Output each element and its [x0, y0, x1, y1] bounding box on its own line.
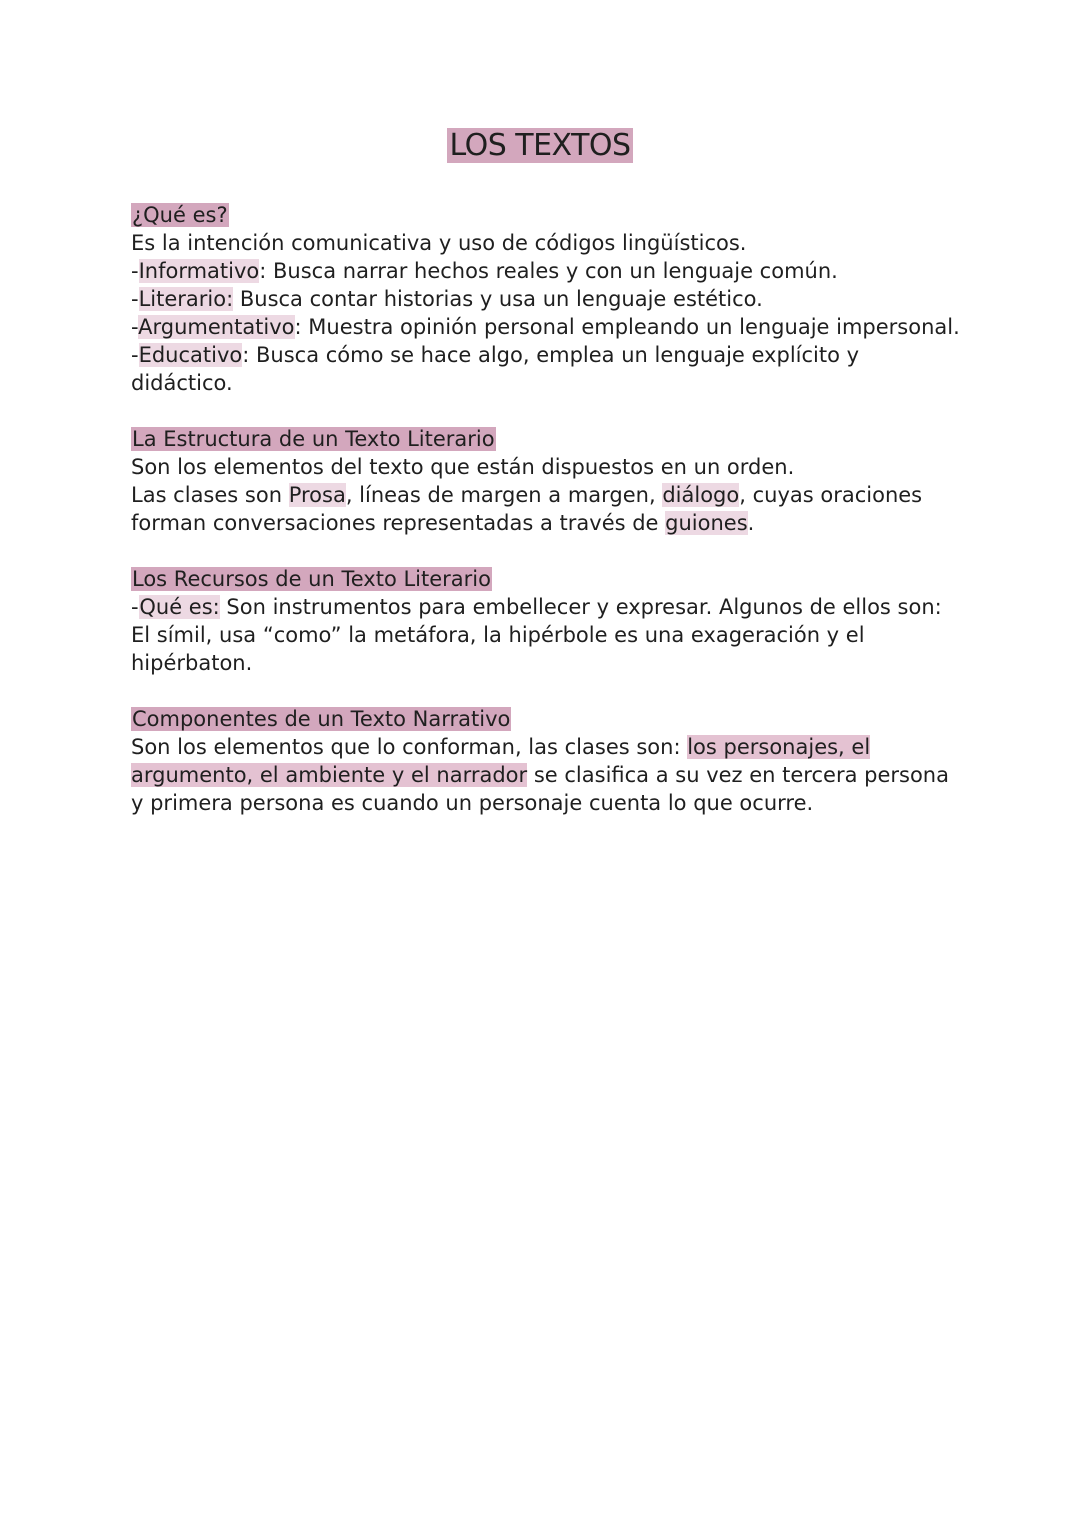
paragraph: Es la intención comunicativa y uso de códigos lingüísticos. — [131, 231, 747, 255]
highlighted-term: los personajes, el argumento, el ambiente y el narrador — [131, 735, 871, 787]
paragraph: Son los elementos del texto que están dispuestos en un orden. — [131, 455, 795, 479]
highlighted-term: guiones — [665, 511, 748, 535]
section-heading: Los Recursos de un Texto Literario — [132, 567, 491, 591]
list-item: -Argumentativo: Muestra opinión personal empleando un lenguaje impersonal. — [131, 315, 960, 339]
highlighted-term: diálogo — [662, 483, 740, 507]
highlighted-term: Qué es: — [139, 595, 220, 619]
section-heading: La Estructura de un Texto Literario — [132, 427, 495, 451]
list-item: -Informativo: Busca narrar hechos reales y con un lenguaje común. — [131, 259, 838, 283]
list-item: -Educativo: Busca cómo se hace algo, emplea un lenguaje explícito y didáctico. — [131, 343, 860, 395]
page-title-text: LOS TEXTOS — [449, 128, 631, 163]
paragraph: -Qué es: Son instrumentos para embellecer y expresar. Algunos de ellos son: El símil, usa “como” la metáfora, la hipérbole es una exageración y el hipérbaton. — [131, 595, 942, 675]
document-body — [131, 201, 961, 817]
section-heading: ¿Qué es? — [132, 203, 228, 227]
page-title — [0, 124, 1080, 168]
highlighted-term: Argumentativo — [138, 315, 295, 339]
section-que-es — [131, 201, 961, 397]
highlighted-term: Literario: — [138, 287, 234, 311]
highlighted-term: Informativo — [138, 259, 260, 283]
section-recursos — [131, 565, 961, 677]
section-heading: Componentes de un Texto Narrativo — [132, 707, 511, 731]
list-item: -Literario: Busca contar historias y usa un lenguaje estético. — [131, 287, 763, 311]
highlighted-term: Educativo — [138, 343, 243, 367]
highlighted-term: Prosa — [288, 483, 346, 507]
section-componentes — [131, 705, 961, 817]
paragraph: Son los elementos que lo conforman, las clases son: los personajes, el argumento, el ambiente y el narrador se clasifica a su vez en tercera persona y primera persona es cuando un personaje cuenta lo que ocurre. — [131, 735, 949, 815]
section-estructura — [131, 425, 961, 537]
paragraph: Las clases son Prosa, líneas de margen a margen, diálogo, cuyas oraciones forman conversaciones representadas a través de guiones. — [131, 483, 923, 535]
